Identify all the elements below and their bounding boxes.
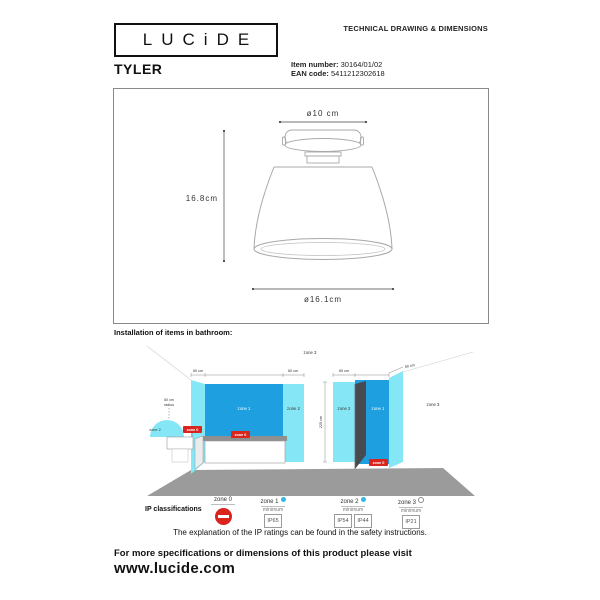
- no-entry-icon: [215, 508, 232, 525]
- ceiling-zone3-label: zone 3: [303, 350, 317, 355]
- ean-value: 5411212302618: [331, 69, 385, 78]
- bathroom-section-title: Installation of items in bathroom:: [114, 328, 233, 337]
- ip-note: The explanation of the IP ratings can be found in the safety instructions.: [173, 528, 427, 537]
- ip-zone3-label: zone 3: [397, 500, 416, 506]
- divider: [211, 504, 235, 505]
- lamp-neck: [305, 152, 341, 163]
- svg-text:zone 0: zone 0: [372, 461, 385, 465]
- ip-rating-ip44: IP44: [354, 514, 372, 528]
- svg-text:zone 0: zone 0: [234, 433, 247, 437]
- item-number-row: [291, 60, 385, 69]
- zone0-badge-bathtub: [231, 431, 250, 438]
- dim-60cm-tub-strip: 60 cm: [287, 369, 299, 373]
- zone1-dot-icon: [281, 497, 286, 502]
- document-title: TECHNICAL DRAWING & DIMENSIONS: [343, 24, 488, 33]
- shower-zone1-label: zone 1: [371, 406, 385, 411]
- product-codes: [291, 60, 385, 78]
- bathroom-floor: [147, 468, 475, 496]
- website-url: www.lucide.com: [114, 560, 236, 577]
- footer-text: For more specifications or dimensions of this product please visit: [114, 548, 412, 559]
- tub-zone2-strip: [283, 384, 304, 462]
- item-number-value: 30164/01/02: [340, 60, 383, 69]
- tub-zone1-label: zone 1: [237, 406, 251, 411]
- ip-classifications-title: IP classifications: [145, 506, 202, 513]
- dim-height: [223, 130, 225, 262]
- dim-60cm-right-corner: 60 cm: [404, 363, 416, 370]
- svg-text:zone 0: zone 0: [186, 428, 199, 432]
- tub-zone1-wall: [205, 384, 283, 438]
- ean-label: EAN code:: [291, 69, 329, 78]
- ip-rating-ip21: IP21: [402, 515, 420, 529]
- product-name: TYLER: [114, 61, 163, 77]
- dim-60cm-left-corner: 60 cm: [192, 369, 204, 373]
- right-corner-zone2-strip: [389, 371, 403, 468]
- perspective-line-left: [147, 346, 191, 380]
- ip-zone2-minimum: minimum: [342, 507, 364, 513]
- dim-bottom-diameter-label: ø16.1cm: [303, 295, 343, 304]
- radius-label-line2: radius: [164, 403, 174, 407]
- lucide-logo: [114, 23, 278, 57]
- dim-60cm-shower-strip: 60 cm: [338, 369, 350, 373]
- perspective-line-right: [403, 352, 473, 372]
- ip-zone3-group: [390, 497, 432, 529]
- technical-drawing-box: [113, 88, 489, 324]
- lamp-technical-drawing: [114, 89, 486, 321]
- bathtub-end: [195, 436, 203, 469]
- dim-height-label: 16.8cm: [185, 194, 218, 203]
- bathtub-front: [205, 441, 285, 463]
- zone3-dot-icon: [418, 497, 424, 503]
- tub-zone2-label: zone 2: [287, 406, 300, 411]
- basin-zone2-label: zone 2: [149, 428, 161, 432]
- dim-225-line: [323, 382, 327, 462]
- item-number-label: Item number:: [291, 60, 339, 69]
- bathroom-zones-diagram: [145, 342, 475, 502]
- ip-zone0-group: [204, 497, 242, 525]
- lamp-shade: [254, 167, 392, 260]
- shower-zone2-label: zone 2: [337, 406, 351, 411]
- washbasin-pedestal: [172, 449, 188, 462]
- ip-zone1-group: [252, 497, 294, 528]
- ip-zone3-minimum: minimum: [400, 508, 422, 514]
- wall-zone3-label: zone 3: [426, 402, 440, 407]
- ean-row: [291, 69, 385, 78]
- dim-225-label: 225 cm: [319, 415, 323, 429]
- shower-zone2-strip: [333, 382, 355, 462]
- zone0-badge-basin: [183, 426, 202, 433]
- ip-rating-ip65: IP65: [264, 514, 282, 528]
- ip-zone1-minimum: minimum: [262, 507, 284, 513]
- dim-top-diameter-label: ø10 cm: [306, 109, 340, 118]
- lamp-mount: [283, 130, 364, 152]
- ip-zone2-group: [328, 497, 378, 528]
- ip-zone0-label: zone 0: [213, 497, 232, 503]
- left-bracket: [191, 373, 304, 377]
- washbasin: [167, 437, 193, 449]
- zone2-dot-icon: [361, 497, 366, 502]
- radius-label-line1: 60 cm: [164, 398, 174, 402]
- zone0-badge-shower: [369, 459, 388, 466]
- ip-zone2-label: zone 2: [340, 499, 359, 505]
- ip-rating-ip54: IP54: [334, 514, 352, 528]
- ip-zone1-label: zone 1: [260, 499, 279, 505]
- dim-bottom-diameter: [252, 288, 394, 290]
- lucide-logo-text: LUCiDE: [142, 30, 259, 49]
- shower-panel: [355, 381, 366, 469]
- dim-top-diameter: [279, 121, 367, 123]
